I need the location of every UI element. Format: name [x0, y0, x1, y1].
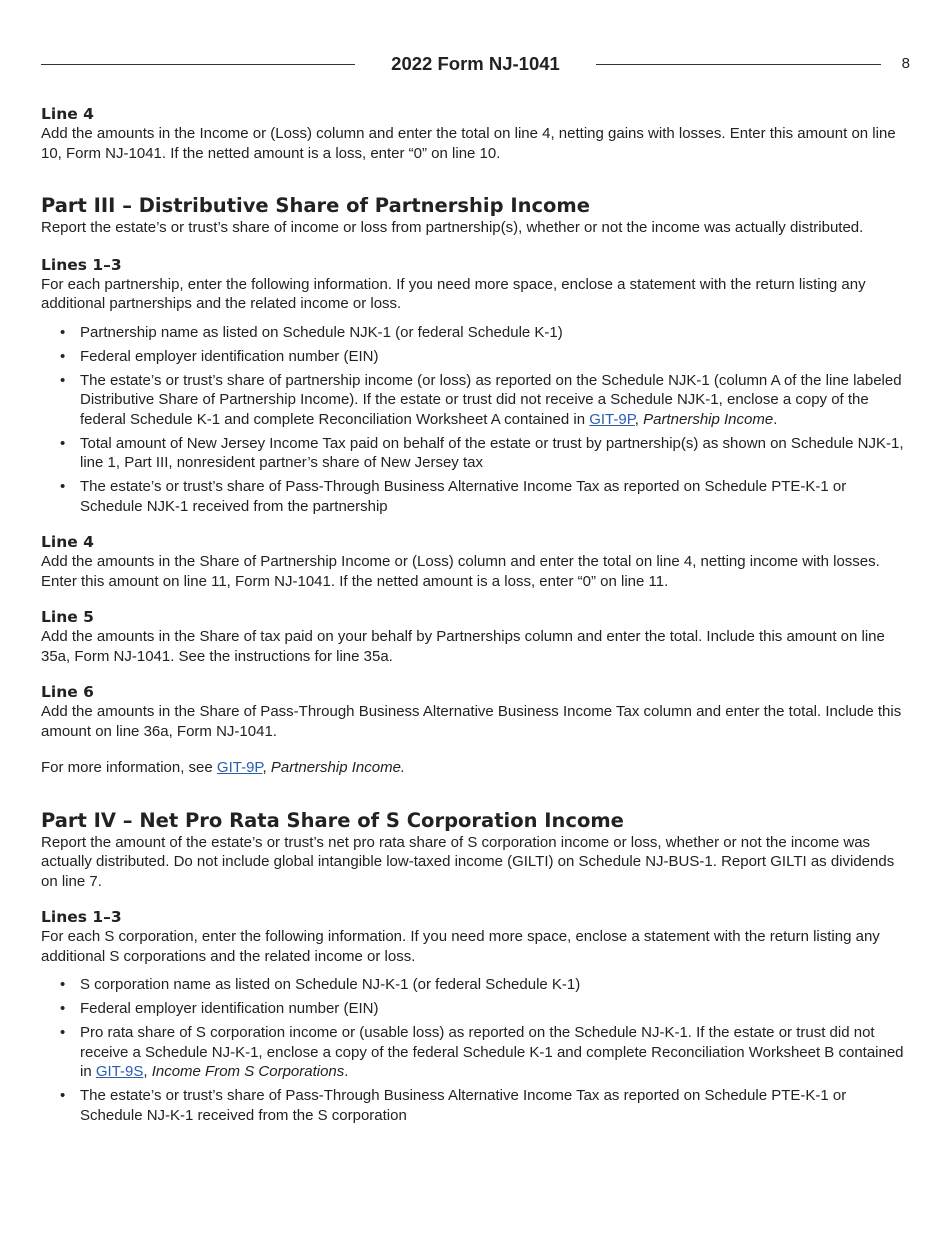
part3-line5-text: Add the amounts in the Share of tax paid on your behalf by Partnerships column and enter the total. Include this amount on line 35a, Form NJ-1041. See the instructions for line 35a.	[41, 628, 885, 665]
more-info-text: For more information, see	[41, 759, 217, 776]
page-header	[41, 52, 910, 76]
part3-bullet-list	[41, 323, 910, 517]
page-number: 8	[901, 55, 910, 72]
part4-intro: Report the amount of the estate’s or trust’s net pro rata share of S corporation income or loss, whether or not the income was actually distributed. Do not include global intangible low-taxed income (GILTI) on Schedule NJ-BUS-1. Report GILTI as dividends on line 7.	[41, 833, 895, 890]
git-9s-link[interactable]: GIT-9S	[95, 1063, 144, 1080]
publication-title: Partnership Income	[643, 410, 774, 428]
part3-lines13-text: For each partnership, enter the following information. If you need more space, enclose a statement with the return listing any additional partnerships and the related income or loss.	[41, 275, 866, 312]
part3-line4-text: Add the amounts in the Share of Partnership Income or (Loss) column and enter the total on line 4, netting income with losses. Enter this amount on line 11, Form NJ-1041. If the netted amount is a loss, enter “0” on line 11.	[41, 553, 880, 590]
page-body	[41, 104, 910, 1125]
part4-title: Part IV – Net Pro Rata Share of S Corporation Income	[41, 808, 624, 832]
list-item: • Federal employer identification number (EIN)	[41, 999, 910, 1019]
part3-line6-heading: Line 6	[41, 683, 94, 701]
bullet-comma: ,	[634, 410, 644, 428]
list-item: • The estate’s or trust’s share of Pass-Through Business Alternative Income Tax as reported on Schedule PTE-K-1 or Schedule NJ-K-1 received from the S corporation	[41, 1086, 910, 1125]
more-information-note	[41, 758, 910, 778]
part3-line5-heading: Line 5	[41, 608, 94, 626]
line4-heading: Line 4	[41, 105, 94, 123]
list-item: • Total amount of New Jersey Income Tax paid on behalf of the estate or trust by partnership(s) as shown on Schedule NJK-1, line 1, Part III, nonresident partner’s share of New Jersey tax	[41, 434, 910, 473]
part3-title: Part III – Distributive Share of Partnership Income	[41, 194, 590, 217]
bullet-text: The estate’s or trust’s share of partnership income (or loss) as reported on the Schedule NJK-1 (column A of the line labeled Distributive Share of Partnership Income). If the estate or trust did not receive a Schedule NJK-1, enclose a copy of the federal Schedule K-1 and complete Reconciliation Worksheet A contained in	[80, 371, 902, 428]
bullet-text: Pro rata share of S corporation income or (usable loss) as reported on the Schedule NJ-K-1. If the estate or trust did not receive a Schedule NJ-K-1, enclose a copy of the federal Schedule K-1 and complete Reconciliation Worksheet B contained in	[80, 1024, 904, 1080]
part3-line4-heading: Line 4	[41, 533, 94, 551]
bullet-comma: ,	[143, 1063, 152, 1080]
bullet-period: .	[344, 1063, 349, 1080]
publication-title: Partnership Income.	[270, 759, 406, 776]
part3-line6-text: Add the amounts in the Share of Pass-Through Business Alternative Business Income Tax column and enter the total. Include this amount on line 36a, Form NJ-1041.	[41, 703, 902, 740]
line4-text: Add the amounts in the Income or (Loss) column and enter the total on line 4, netting gains with losses. Enter this amount on line 10, Form NJ-1041. If the netted amount is a loss, enter “0” on line 10.	[41, 125, 896, 162]
list-item: • Federal employer identification number (EIN)	[41, 347, 910, 367]
more-info-comma: ,	[262, 759, 271, 776]
header-rule-left	[41, 64, 355, 65]
part4-lines13-text: For each S corporation, enter the following information. If you need more space, enclose a statement with the return listing any additional S corporations and the related income or loss.	[41, 928, 880, 965]
bullet-period: .	[773, 410, 778, 428]
form-title: 2022 Form NJ-1041	[391, 53, 560, 74]
header-rule-right	[596, 64, 881, 65]
part3-lines13-heading: Lines 1–3	[41, 255, 122, 274]
part3-intro: Report the estate’s or trust’s share of income or loss from partnership(s), whether or not the income was actually distributed.	[41, 219, 864, 236]
list-item	[41, 371, 910, 430]
publication-title: Income From S Corporations	[151, 1063, 345, 1080]
git-9p-link[interactable]: GIT-9P	[589, 410, 635, 428]
list-item: • Partnership name as listed on Schedule NJK-1 (or federal Schedule K-1)	[41, 323, 910, 343]
list-item: • S corporation name as listed on Schedule NJ-K-1 (or federal Schedule K-1)	[41, 975, 910, 995]
part4-bullet-list	[41, 975, 910, 1125]
part4-lines13-heading: Lines 1–3	[41, 908, 122, 926]
list-item	[41, 1023, 910, 1082]
git-9p-link[interactable]: GIT-9P	[216, 759, 263, 776]
list-item: • The estate’s or trust’s share of Pass-Through Business Alternative Income Tax as reported on Schedule PTE-K-1 or Schedule NJK-1 received from the partnership	[41, 477, 910, 516]
